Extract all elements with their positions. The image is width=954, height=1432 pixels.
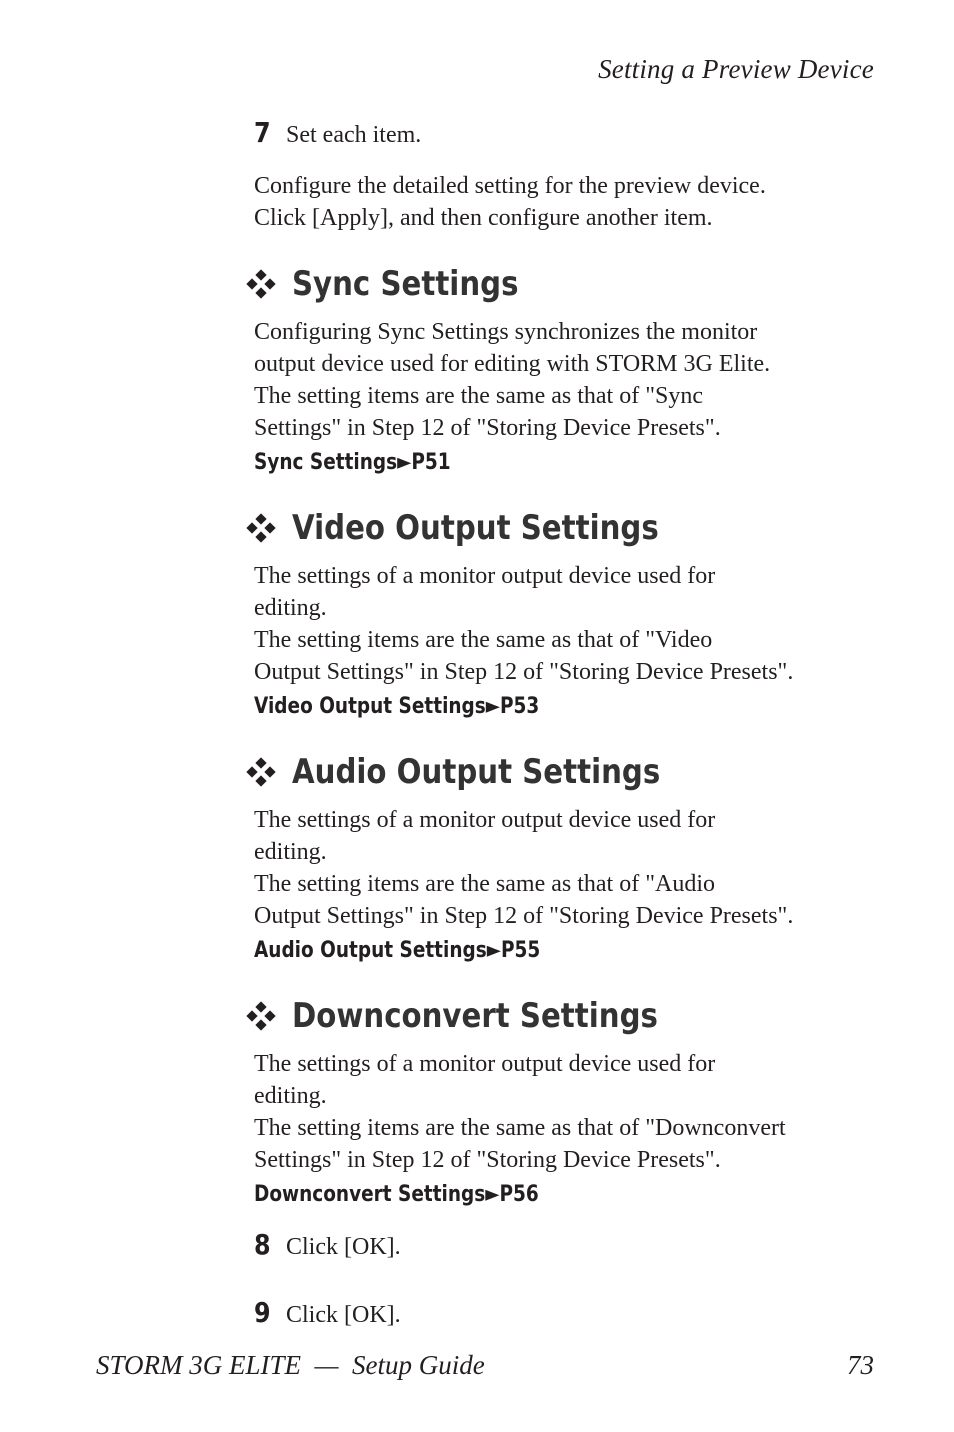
four-diamond-icon xyxy=(246,269,276,299)
step-9 xyxy=(254,1296,884,1340)
body-line: Click [Apply], and then configure another item. xyxy=(254,205,713,231)
section-audio-output-settings xyxy=(254,748,884,966)
body-line: output device used for editing with STORM 3G Elite. xyxy=(254,351,771,377)
body-line: editing. xyxy=(254,595,327,621)
section-heading xyxy=(246,748,884,796)
footer-guide-title: STORM 3G ELITE — Setup Guide xyxy=(96,1350,485,1380)
four-diamond-icon xyxy=(246,513,276,543)
step-7 xyxy=(254,116,884,160)
step-text: Click [OK]. xyxy=(286,1234,401,1260)
step-text: Set each item. xyxy=(286,122,422,148)
step-text: Click [OK]. xyxy=(286,1302,401,1328)
body-line: Settings" in Step 12 of "Storing Device Presets". xyxy=(254,1147,721,1173)
page-reference-link[interactable]: Audio Output Settings►P55 xyxy=(254,938,541,963)
section-sync-settings xyxy=(254,260,884,478)
section-heading xyxy=(246,260,884,308)
footer-page-number: 73 xyxy=(847,1350,874,1380)
body-line: The setting items are the same as that of "Video xyxy=(254,627,713,653)
step-8 xyxy=(254,1228,884,1272)
step-number: 9 xyxy=(254,1296,271,1329)
page-reference-link[interactable]: Sync Settings►P51 xyxy=(254,450,451,475)
section-title: Sync Settings xyxy=(292,264,519,304)
body-line: The setting items are the same as that of "Sync xyxy=(254,383,704,409)
body-line: The settings of a monitor output device used for xyxy=(254,1051,716,1077)
body-line: The setting items are the same as that of "Downconvert xyxy=(254,1115,786,1141)
four-diamond-icon xyxy=(246,1001,276,1031)
body-line: Configure the detailed setting for the preview device. xyxy=(254,173,766,199)
section-downconvert-settings xyxy=(254,992,884,1210)
section-heading xyxy=(246,992,884,1040)
body-line: The settings of a monitor output device used for xyxy=(254,807,716,833)
body-line: The setting items are the same as that of "Audio xyxy=(254,871,716,897)
body-line: editing. xyxy=(254,1083,327,1109)
four-diamond-icon xyxy=(246,757,276,787)
section-title: Audio Output Settings xyxy=(292,752,661,792)
step-number: 7 xyxy=(254,116,271,149)
body-line: The settings of a monitor output device used for xyxy=(254,563,716,589)
section-video-output-settings xyxy=(254,504,884,722)
running-header: Setting a Preview Device xyxy=(598,54,874,84)
body-line: Settings" in Step 12 of "Storing Device Presets". xyxy=(254,415,721,441)
body-line: editing. xyxy=(254,839,327,865)
page-reference-link[interactable]: Downconvert Settings►P56 xyxy=(254,1182,539,1207)
body-line: Output Settings" in Step 12 of "Storing Device Presets". xyxy=(254,903,794,929)
body-line: Configuring Sync Settings synchronizes the monitor xyxy=(254,319,758,345)
step-number: 8 xyxy=(254,1228,271,1261)
section-title: Video Output Settings xyxy=(292,508,659,548)
page-reference-link[interactable]: Video Output Settings►P53 xyxy=(254,694,540,719)
section-title: Downconvert Settings xyxy=(292,996,658,1036)
page-content xyxy=(254,116,884,1340)
step-7-description xyxy=(254,170,884,234)
section-heading xyxy=(246,504,884,552)
body-line: Output Settings" in Step 12 of "Storing Device Presets". xyxy=(254,659,794,685)
